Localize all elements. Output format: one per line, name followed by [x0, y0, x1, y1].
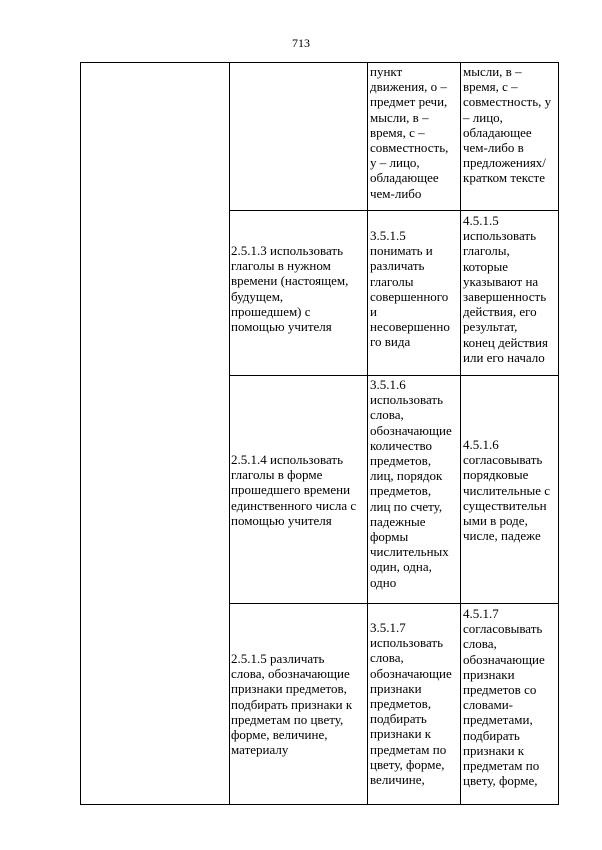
row4-col4: 4.5.1.7 согласовывать слова, обозначающие признаки предметов со словами- предметами, подбирать признаки к предметам по цвету, форме,: [463, 606, 545, 789]
row1-col3: пункт движения, о – предмет речи, мысли, в – время, с – совместность, у – лицо, обладающее чем-либо: [370, 64, 449, 201]
table-border-top: [80, 62, 559, 63]
row2-col3: 3.5.1.5 понимать и различать глаголы совершенного и несовершенно го вида: [370, 228, 450, 350]
row2-col2: 2.5.1.3 использовать глаголы в нужном времени (настоящем, будущем, прошедшем) с помощью учителя: [231, 243, 349, 335]
column-divider-3: [460, 62, 461, 805]
table-border-right: [558, 62, 559, 805]
table-border-left: [80, 62, 81, 805]
page-number: 713: [292, 36, 310, 50]
row1-col4: мысли, в – время, с – совместность, у – лицо, обладающее чем-либо в предложениях/ кратком тексте: [463, 64, 552, 186]
row4-col3: 3.5.1.7 использовать слова, обозначающие признаки предметов, подбирать признаки к предметам по цвету, форме, величине,: [370, 620, 452, 788]
column-divider-2: [367, 62, 368, 805]
row-divider-2: [229, 375, 559, 376]
table-border-bottom: [80, 804, 559, 805]
column-divider-1: [229, 62, 230, 805]
row-divider-3: [229, 603, 559, 604]
row3-col2: 2.5.1.4 использовать глаголы в форме прошедшего времени единственного числа с помощью учителя: [231, 452, 357, 528]
row-divider-1: [229, 210, 559, 211]
row3-col3: 3.5.1.6 использовать слова, обозначающие количество предметов, лиц, порядок предметов, лиц по счету, падежные формы числительных один, одна, одно: [370, 377, 452, 590]
row4-col2: 2.5.1.5 различать слова, обозначающие признаки предметов, подбирать признаки к предметам по цвету, форме, величине, материалу: [231, 651, 353, 758]
row2-col4: 4.5.1.5 использовать глаголы, которые указывают на завершенность действия, его результат, конец действия или его начало: [463, 213, 548, 365]
row3-col4: 4.5.1.6 согласовывать порядковые числительные с существительн ыми в роде, числе, падеже: [463, 437, 551, 544]
